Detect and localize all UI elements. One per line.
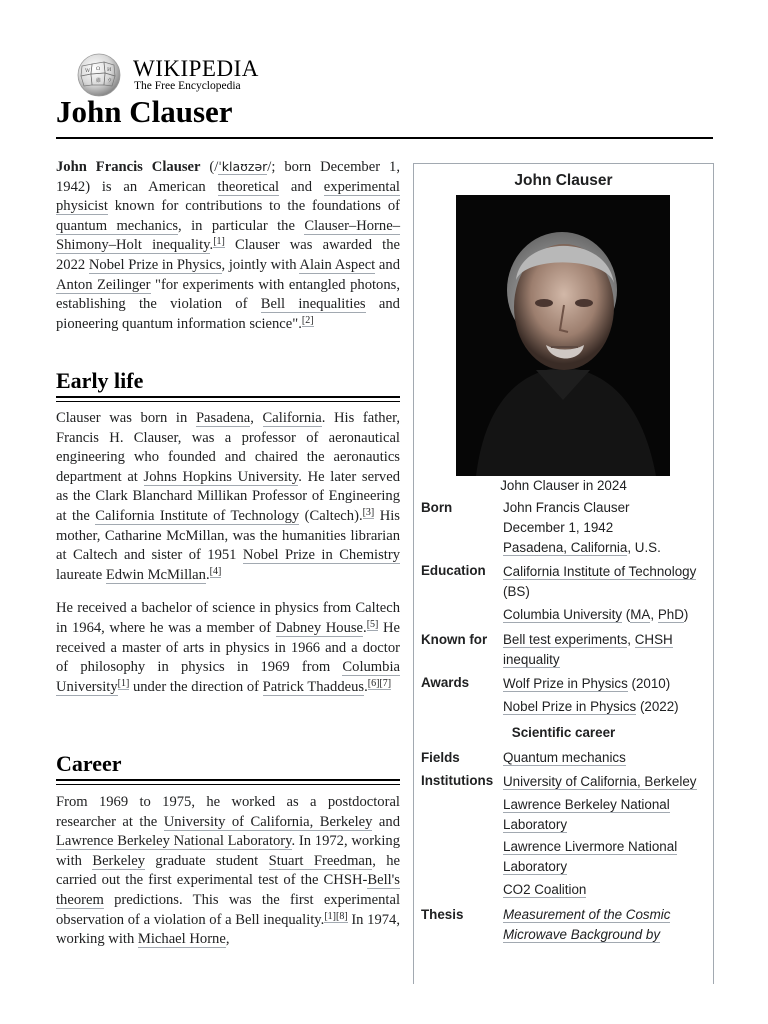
institution-item: [503, 795, 708, 835]
thesis-value: [503, 905, 708, 945]
born-place: Pasadena, California, U.S.: [503, 539, 661, 555]
infobox-title: John Clauser: [514, 172, 613, 189]
link-born-place[interactable]: Pasadena, California: [503, 539, 628, 555]
career-paragraph-1: From 1969 to 1975, he worked as a postdoctoral researcher at the University of California, Berkeley and Lawrence Berkeley National Laboratory. In 1972, working with Berkeley graduate student Stuart Freedman, he carried out the first experimental test of the CHSH-Bell's theorem predictions. This was the first experimental observation of a violation of a Bell inequality.[1][8] In 1974, working with Michael Horne,: [56, 794, 401, 948]
born-value: [503, 498, 708, 557]
institution-item: [503, 837, 708, 877]
institutions-value: [503, 772, 708, 900]
link-edu-caltech[interactable]: California Institute of Technology: [503, 564, 697, 579]
reference-8[interactable]: [8]: [335, 910, 348, 922]
svg-text:Ω: Ω: [96, 66, 101, 72]
title-divider: [56, 137, 713, 139]
known-for-value: Bell test experiments, CHSH inequality: [503, 632, 673, 667]
early-life-paragraph-1: Clauser was born in Pasadena, California. His father, Francis H. Clauser, was a professor of aeronautical engineering who founded and chaired the aeronautics department at Johns Hopkins University. He later served as the Clark Blanchard Millikan Professor of Engineering at the California Institute of Technology (Caltech).[3] His mother, Catharine McMillan, was the humanities librarian at Caltech and sister of 1951 Nobel Prize in Chemistry laureate Edwin McMillan.[4]: [56, 410, 401, 583]
institution-item: [503, 880, 708, 900]
svg-text:W: W: [85, 68, 91, 74]
link-alain-aspect[interactable]: Alain Aspect: [299, 256, 376, 273]
education-item: Columbia University (MA, PhD): [503, 606, 689, 622]
institution-item: [503, 772, 708, 792]
link-inst-lbnl[interactable]: Lawrence Berkeley National Laboratory: [503, 796, 670, 832]
education-value: [503, 562, 708, 624]
subject-name: John Francis Clauser: [56, 159, 201, 175]
svg-text:И: И: [107, 67, 112, 73]
reference-1[interactable]: [1]: [213, 236, 225, 248]
career-section: [56, 793, 400, 950]
link-field-qm[interactable]: Quantum mechanics: [503, 750, 626, 765]
link-edwin-mcmillan[interactable]: Edwin McMillan: [105, 566, 206, 583]
link-wolf-prize[interactable]: Wolf Prize in Physics: [503, 676, 628, 691]
link-chsh[interactable]: CHSH inequality: [503, 632, 673, 667]
infobox: [413, 163, 714, 984]
link-thesis[interactable]: Measurement of the Cosmic Microwave Background by: [503, 907, 671, 942]
link-lbnl[interactable]: Lawrence Berkeley National Laboratory: [56, 833, 292, 850]
link-inst-llnl[interactable]: Lawrence Livermore National Laboratory: [503, 839, 678, 875]
education-item: California Institute of Technology (BS): [503, 564, 697, 599]
link-inst-co2[interactable]: CO2 Coalition: [503, 881, 587, 897]
portrait-caption: John Clauser in 2024: [500, 478, 627, 493]
link-nobel-physics[interactable]: Nobel Prize in Physics: [503, 698, 637, 714]
link-inst-ucb[interactable]: University of California, Berkeley: [503, 774, 697, 789]
svg-text:ウ: ウ: [107, 78, 113, 84]
link-edu-ma[interactable]: MA: [630, 606, 651, 622]
link-quantum-mechanics[interactable]: quantum mechanics: [56, 217, 179, 234]
portrait-image: [456, 195, 670, 476]
svg-text:維: 維: [96, 78, 102, 84]
reference-7[interactable]: [7]: [379, 677, 392, 689]
site-header: [74, 52, 274, 98]
born-name: John Francis Clauser: [503, 500, 630, 515]
link-experimental-physicist[interactable]: experimental physicist: [56, 178, 400, 215]
link-california[interactable]: California: [262, 410, 322, 426]
born-label: Born: [421, 500, 453, 515]
early-life-section: [56, 409, 400, 697]
portrait-photo[interactable]: [456, 195, 670, 476]
lead-section: [56, 157, 400, 334]
section-divider: [56, 779, 400, 785]
education-label: Education: [421, 563, 486, 578]
wikipedia-tagline: The Free Encyclopedia: [134, 80, 241, 92]
reference-1-b[interactable]: [1]: [117, 677, 130, 689]
link-dabney-house[interactable]: Dabney House: [275, 619, 364, 636]
link-berkeley[interactable]: Berkeley: [92, 852, 146, 869]
awards-label: Awards: [421, 675, 470, 690]
link-pasadena[interactable]: Pasadena: [195, 410, 251, 426]
link-bell-test[interactable]: Bell test experiments: [503, 632, 628, 647]
thesis-label: Thesis: [421, 907, 464, 922]
pronunciation-link[interactable]: ˈklaʊzər: [218, 159, 268, 174]
link-edu-columbia[interactable]: Columbia University: [503, 606, 623, 622]
intro-paragraph: John Francis Clauser (/ˈklaʊzər/; born December 1, 1942) is an American theoretical and experimental physicist known for contributions to the foundations of quantum mechanics, in particular the Clauser–Horne–Shimony–Holt inequality.[1] Clauser was awarded the 2022 Nobel Prize in Physics, jointly with Alain Aspect and Anton Zeilinger "for experiments with entangled photons, establishing the violation of Bell inequalities and pioneering quantum information science".[2]: [56, 159, 401, 332]
link-chsh-inequality[interactable]: Clauser–Horne–Shimony–Holt inequality: [56, 217, 400, 254]
page-title: John Clauser: [56, 94, 233, 129]
link-johns-hopkins[interactable]: Johns Hopkins University: [143, 468, 299, 485]
link-stuart-freedman[interactable]: Stuart Freedman: [268, 852, 373, 869]
link-bells-theorem[interactable]: Bell's theorem: [56, 872, 400, 908]
reference-3[interactable]: [3]: [362, 506, 375, 518]
wikipedia-globe-logo[interactable]: [74, 52, 122, 98]
institutions-label: Institutions: [421, 773, 494, 788]
award-item: Wolf Prize in Physics (2010): [503, 676, 671, 691]
link-nobel-prize-chemistry[interactable]: Nobel Prize in Chemistry: [242, 547, 400, 564]
born-date: December 1, 1942: [503, 519, 614, 535]
link-theoretical[interactable]: theoretical: [217, 178, 280, 195]
link-patrick-thaddeus[interactable]: Patrick Thaddeus: [262, 678, 365, 695]
section-heading-early-life: Early life: [56, 368, 144, 393]
known-for-label: Known for: [421, 632, 488, 647]
link-uc-berkeley[interactable]: University of California, Berkeley: [163, 813, 373, 830]
link-michael-horne[interactable]: Michael Horne: [137, 931, 226, 948]
scientific-career-header: Scientific career: [511, 725, 616, 740]
reference-2[interactable]: [2]: [301, 314, 314, 326]
fields-label: Fields: [421, 750, 460, 765]
link-caltech[interactable]: California Institute of Technology: [95, 507, 300, 524]
early-life-paragraph-2: He received a bachelor of science in physics from Caltech in 1964, where he was a member of Dabney House.[5] He received a master of arts in physics in 1966 and a doctor of philosophy in physics in 1969 from Columbia University[1] under the direction of Patrick Thaddeus.[6][7]: [56, 600, 400, 695]
wikipedia-wordmark[interactable]: WIKIPEDIA: [133, 56, 259, 81]
link-bell-inequalities[interactable]: Bell inequalities: [260, 296, 366, 313]
link-edu-phd[interactable]: PhD: [657, 606, 684, 622]
reference-6[interactable]: [6]: [367, 677, 380, 689]
link-columbia-university[interactable]: Columbia University: [56, 659, 400, 695]
reference-5[interactable]: [5]: [366, 618, 379, 630]
awards-value: [503, 674, 708, 717]
reference-1-c[interactable]: [1]: [324, 910, 336, 922]
fields-value: [503, 748, 708, 768]
link-nobel-prize-physics[interactable]: Nobel Prize in Physics: [88, 256, 222, 273]
section-heading-career: Career: [56, 751, 122, 776]
award-item: Nobel Prize in Physics (2022): [503, 698, 679, 714]
reference-4[interactable]: [4]: [209, 565, 222, 577]
link-anton-zeilinger[interactable]: Anton Zeilinger: [56, 276, 151, 293]
section-divider: [56, 396, 400, 402]
